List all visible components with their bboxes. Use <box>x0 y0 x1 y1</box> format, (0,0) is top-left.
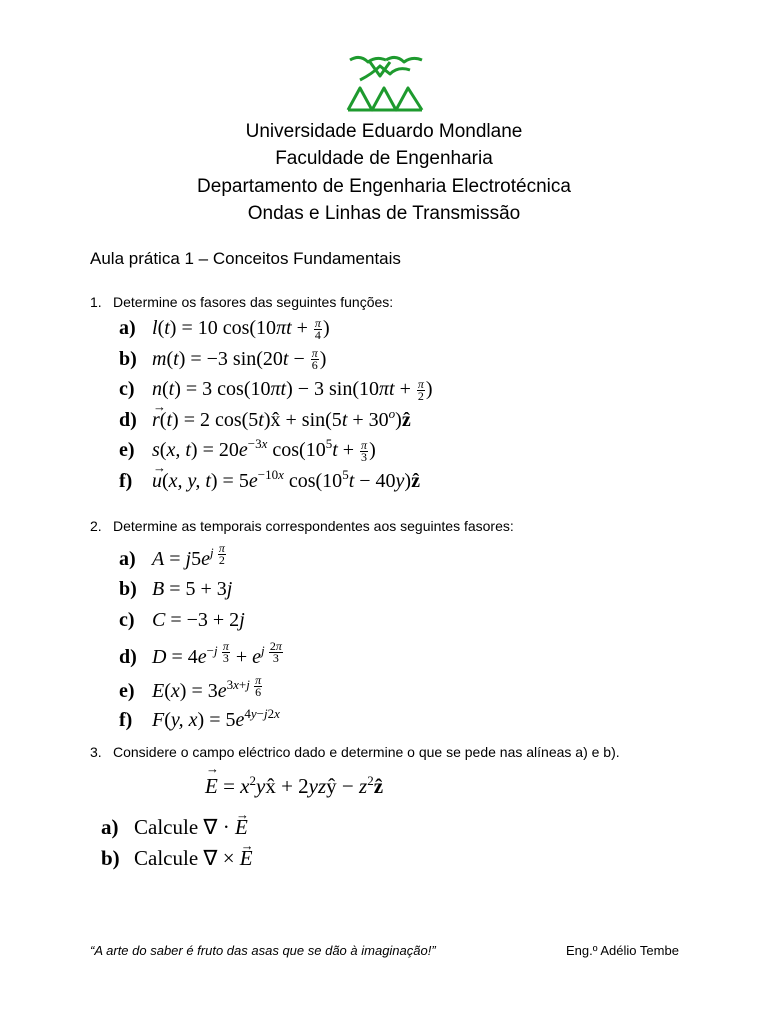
faculty-name: Faculdade de Engenharia <box>275 148 493 169</box>
item-label: e) <box>119 439 135 461</box>
question-number: 3. <box>90 744 102 760</box>
question-3 <box>90 744 620 760</box>
item-label: f) <box>119 469 133 492</box>
item-label: b) <box>119 347 137 370</box>
item-2d: d) $D = 4e^{-j \frac{\pi}{3}}$ + $e^{j \frac{2\pi}{3}}$ <box>119 635 284 673</box>
question-text: Considere o campo eléctrico dado e determine o que se pede nas alíneas a) e b). <box>113 744 620 760</box>
item-label: b) <box>119 578 137 600</box>
item-3a: a) Calcule ∇ · → E <box>101 812 253 843</box>
item-1b: b) m(t) = −3 sin(20t − $\frac{\pi}{6}$ ) <box>119 344 433 375</box>
item-1e: e) s(x, $t) = 20e^{-3x}$ $\cos(10^5t$ + $\frac{\pi}{3}$ ) <box>119 436 376 464</box>
university-logo <box>346 52 426 112</box>
item-1a: a) l(t) = 10 cos(10πt + $\frac{\pi}{4}$ ) <box>119 313 433 344</box>
electric-field-equation: → $E = x^2yx̂$ + 2yzŷ − $z^2ẑ$ <box>205 774 383 799</box>
university-name: Universidade Eduardo Mondlane <box>245 121 523 142</box>
question-number: 1. <box>90 294 102 310</box>
item-1d: d)→ r(t) = 2 cos(5t)x̂ + $\sin(5t + 30^o)ẑ$ <box>119 405 433 436</box>
item-label: d) <box>119 408 137 431</box>
item-1c: c) n(t) = 3 cos(10πt) − 3 sin(10πt + $\frac{\pi}{2}$ ) <box>119 374 433 405</box>
course-name: Ondas e Linhas de Transmissão <box>247 203 521 224</box>
item-label: a) <box>119 548 136 570</box>
question-1-items <box>119 313 433 496</box>
calc-label: Calcule <box>134 846 199 870</box>
lesson-subtitle: Aula prática 1 – Conceitos Fundamentais <box>90 249 401 268</box>
item-label: e) <box>119 680 135 702</box>
question-number: 2. <box>90 518 102 534</box>
item-label: d) <box>119 646 137 668</box>
question-text: Determine as temporais correspondentes aos seguintes fasores: <box>113 518 514 534</box>
footer-author: Eng.º Adélio Tembe <box>566 943 679 958</box>
question-3-items <box>101 812 253 874</box>
item-label: a) <box>101 815 119 839</box>
item-3b: b) Calcule ∇ × → E <box>101 843 253 874</box>
item-label: f) <box>119 709 133 731</box>
item-2a: a) $A = j5e^{j \frac{\pi}{2}}$ <box>119 540 284 574</box>
item-2e: e) $E(x) = 3e^{3x+j \frac{\pi}{6}}$ <box>119 673 284 705</box>
item-label: c) <box>119 608 135 631</box>
item-1f: f)→ u(x, y, $t) = 5e^{-10x}$ $\cos(10^5t$ − 40y)ẑ <box>119 466 433 497</box>
question-1 <box>90 294 393 310</box>
item-2f: f) F(y, $x) = 5e^{4y-j2x}$ <box>119 705 284 736</box>
item-label: c) <box>119 378 135 400</box>
item-2b: b) B = 5 + 3j <box>119 574 284 605</box>
calc-label: Calcule <box>134 815 199 839</box>
question-2-items <box>119 540 284 736</box>
item-2c: c) C = −3 + 2j <box>119 605 284 636</box>
item-label: a) <box>119 317 136 339</box>
question-text: Determine os fasores das seguintes funções: <box>113 294 394 310</box>
item-label: b) <box>101 846 120 870</box>
footer-quote: “A arte do saber é fruto das asas que se dão à imaginação!” <box>90 943 436 958</box>
department-name: Departamento de Engenharia Electrotécnica <box>197 176 571 197</box>
question-2 <box>90 518 514 534</box>
